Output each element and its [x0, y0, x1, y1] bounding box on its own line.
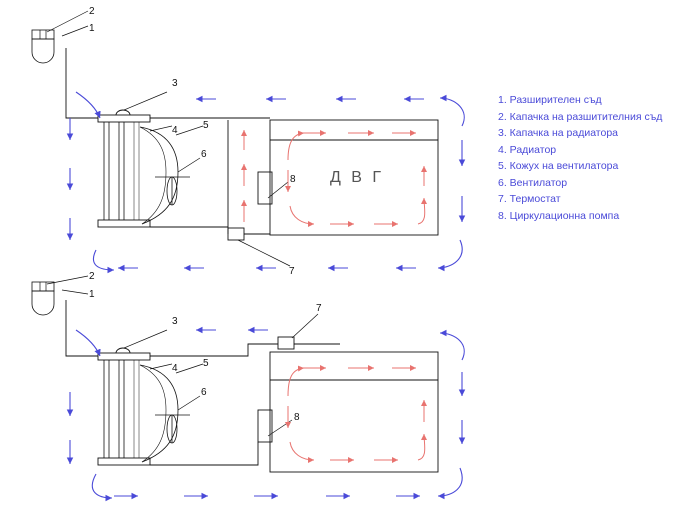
- callout-2-bottom: 2: [89, 271, 95, 282]
- legend-item-4: 4. Радиатор: [498, 143, 557, 156]
- callout-4-top: 4: [172, 125, 178, 136]
- leader-2-top: [47, 11, 88, 32]
- legend-item-2: 2. Капачка на разшитителния съд: [498, 110, 663, 123]
- callout-3-bottom: 3: [172, 316, 178, 327]
- legend-item-1: 1. Разширителен съд: [498, 94, 602, 106]
- callout-8-top: 8: [290, 174, 296, 185]
- leader-4-bottom: [150, 364, 172, 369]
- leader-7-top: [238, 240, 290, 266]
- legend-item-5: 5. Кожух на вентилатора: [498, 160, 619, 172]
- legend: [498, 92, 673, 224]
- legend-item-7: 7. Термостат: [498, 193, 561, 205]
- radiator-cap-top: [116, 110, 130, 115]
- engine-label-top: Д В Г: [330, 169, 385, 186]
- leader-3-bottom: [124, 330, 167, 348]
- callout-5-top: 5: [203, 120, 209, 131]
- legend-item-8: 8. Циркулационна помпа: [498, 209, 620, 222]
- coolant-flow-cold-top: [70, 92, 464, 270]
- callout-7-bottom: 7: [316, 303, 322, 314]
- leader-7-bottom: [292, 314, 318, 338]
- upper-hose-bottom: [150, 344, 278, 356]
- bottom-diagram: [32, 271, 464, 498]
- radiator-bottom: [98, 353, 150, 465]
- radiator-top: [98, 115, 150, 227]
- radiator-cap-bottom: [116, 348, 130, 353]
- leader-6-bottom: [178, 396, 200, 410]
- leader-2-bottom: [47, 276, 88, 284]
- callout-3-top: 3: [172, 78, 178, 89]
- fan-shroud-inner-top: [140, 127, 166, 224]
- callout-6-top: 6: [201, 149, 207, 160]
- callout-7-top: 7: [289, 266, 295, 277]
- lower-hose-top: [150, 227, 270, 234]
- callout-4-bottom: 4: [172, 363, 178, 374]
- callout-8-bottom: 8: [294, 412, 300, 423]
- callout-5-bottom: 5: [203, 358, 209, 369]
- callout-6-bottom: 6: [201, 387, 207, 398]
- fan-top: [155, 177, 190, 205]
- expansion-tank-top: [32, 30, 54, 63]
- coolant-flow-hot-bottom: [288, 368, 425, 460]
- fan-shroud-bottom: [140, 365, 178, 462]
- callout-1-bottom: 1: [89, 289, 95, 300]
- legend-item-3: 3. Капачка на радиатора: [498, 127, 619, 139]
- top-diagram: [32, 6, 464, 277]
- callout-1-top: 1: [89, 23, 95, 34]
- leader-5-bottom: [176, 364, 203, 373]
- tank-pipe-bottom: [66, 300, 98, 356]
- lower-hose-bottom: [150, 442, 258, 465]
- fan-bottom: [155, 415, 190, 443]
- leader-1-bottom: [62, 290, 88, 294]
- callout-2-top: 2: [89, 6, 95, 17]
- legend-item-6: 6. Вентилатор: [498, 176, 568, 189]
- leader-6-top: [178, 158, 200, 172]
- expansion-tank-bottom: [32, 282, 54, 315]
- leader-1-top: [62, 26, 88, 36]
- fan-shroud-top: [140, 127, 178, 224]
- thermostat-bottom: [278, 337, 294, 349]
- leader-8-top: [268, 182, 288, 198]
- leader-4-top: [150, 126, 172, 131]
- fan-shroud-inner-bottom: [140, 365, 166, 462]
- leader-3-top: [124, 92, 167, 110]
- thermostat-top: [228, 228, 244, 240]
- leader-5-top: [176, 126, 203, 135]
- coolant-flow-cold-bottom: [70, 330, 464, 498]
